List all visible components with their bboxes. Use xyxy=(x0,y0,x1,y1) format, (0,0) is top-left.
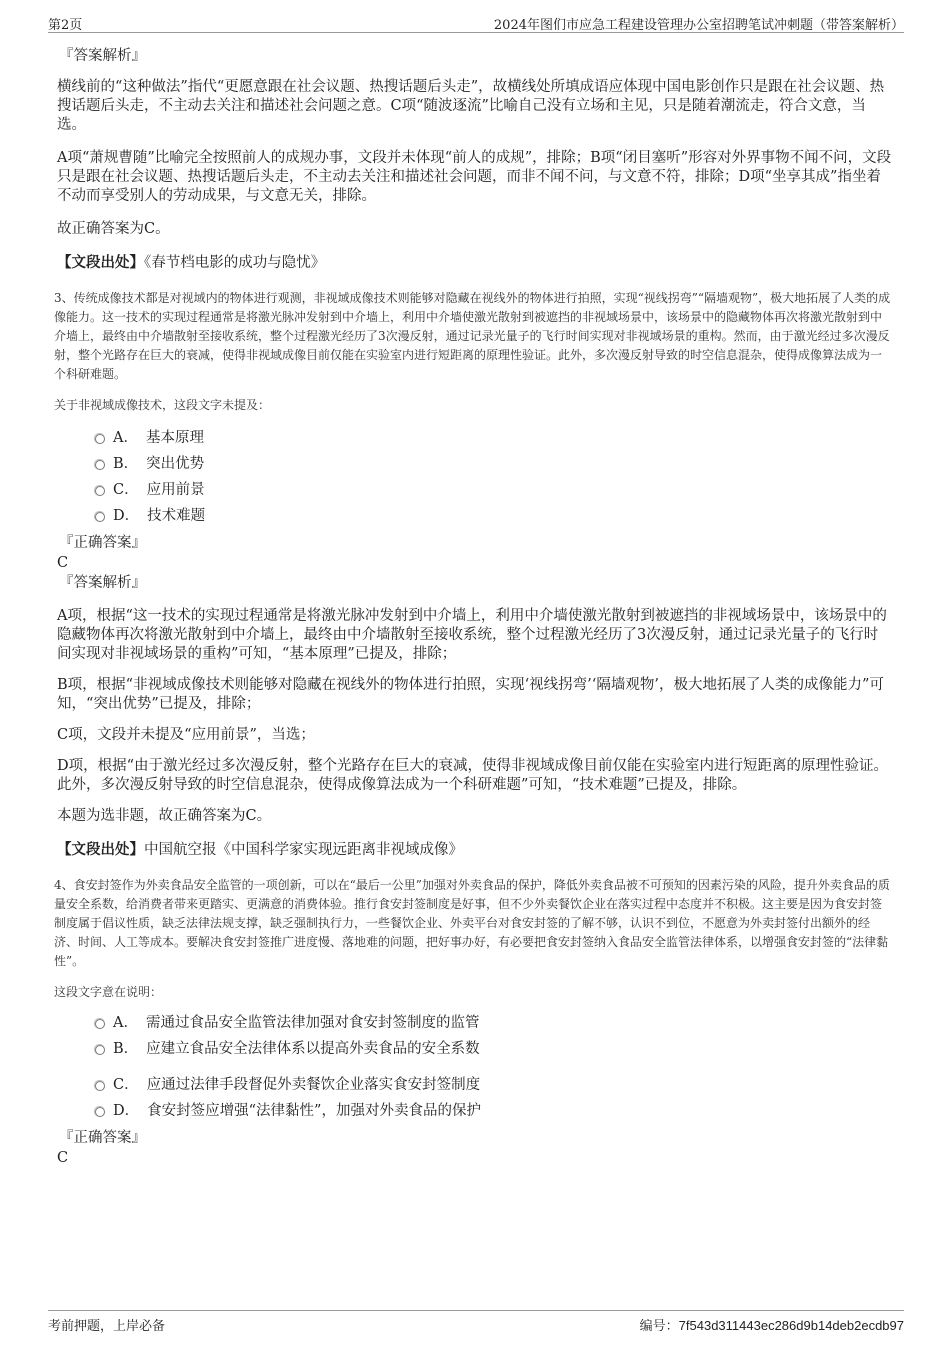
q4-option-d[interactable]: D． 食安封签应增强“法律黏性”，加强对外卖食品的保护 xyxy=(95,1098,892,1124)
q3-conclusion: 本题为选非题，故正确答案为C。 xyxy=(57,808,272,824)
q3-option-a[interactable]: A． 基本原理 xyxy=(95,425,892,451)
q3-option-b[interactable]: B． 突出优势 xyxy=(95,451,892,477)
q3-answer: C xyxy=(57,555,69,571)
q4-answer-tag: 『正确答案』 xyxy=(59,1130,146,1146)
q2-source xyxy=(57,253,892,273)
radio-icon[interactable] xyxy=(95,1019,105,1029)
q4-answer: C xyxy=(57,1150,69,1166)
page-content xyxy=(54,38,892,1168)
document-code-label: 编号： xyxy=(639,1319,679,1334)
q3-source-text: 中国航空报《中国科学家实现远距离非视域成像》 xyxy=(144,842,463,858)
radio-icon[interactable] xyxy=(95,1045,105,1055)
document-code xyxy=(640,1315,904,1334)
q3-options xyxy=(95,425,892,529)
q3-option-c[interactable]: C． 应用前景 xyxy=(95,477,892,503)
q3-question: 关于非视域成像技术，这段文字未提及： xyxy=(54,398,271,412)
q2-analysis-para2: A项“萧规曹随”比喻完全按照前人的成规办事，文段并未体现“前人的成规”，排除；B项“闭目塞听”形容对外界事物不闻不问，文段只是跟在社会议题、热搜话题后头走，不主动去关注和描述社会问题，而非不闻不问，与文意不符，排除；D项“坐享其成”指坐着不动而享受别人的劳动成果，与文意无关，排除。 xyxy=(57,150,892,204)
q2-conclusion: 故正确答案为C。 xyxy=(57,221,170,237)
page-footer xyxy=(48,1310,904,1333)
q3-option-d[interactable]: D． 技术难题 xyxy=(95,503,892,529)
page-header xyxy=(48,10,904,33)
radio-icon[interactable] xyxy=(95,486,105,496)
q3-source xyxy=(57,840,892,860)
q3-analysis-c: C项，文段并未提及“应用前景”，当选； xyxy=(57,727,315,743)
q2-source-label: 【文段出处】 xyxy=(57,254,144,271)
radio-icon[interactable] xyxy=(95,434,105,444)
q4-option-c[interactable]: C． 应通过法律手段督促外卖餐饮企业落实食安封签制度 xyxy=(95,1072,892,1098)
document-code-value: 7f543d311443ec286d9b14deb2ecdb97 xyxy=(678,1318,904,1333)
footer-slogan: 考前押题，上岸必备 xyxy=(48,1319,166,1334)
q4-option-a[interactable]: A． 需通过食品安全监管法律加强对食安封签制度的监管 xyxy=(95,1010,892,1036)
q3-source-label: 【文段出处】 xyxy=(57,841,144,858)
q4-question: 这段文字意在说明： xyxy=(54,985,163,999)
q3-answer-tag: 『正确答案』 xyxy=(59,535,146,551)
q2-analysis-tag: 『答案解析』 xyxy=(59,48,146,64)
q3-analysis-tag: 『答案解析』 xyxy=(59,575,146,591)
radio-icon[interactable] xyxy=(95,1107,105,1117)
page-number: 第2页 xyxy=(48,18,83,33)
q2-analysis-para1: 横线前的“这种做法”指代“更愿意跟在社会议题、热搜话题后头走”，故横线处所填成语应体现中国电影创作只是跟在社会议题、热搜话题后头走，不主动去关注和描述社会问题之意。C项“随波逐流”比喻自己没有立场和主见，只是随着潮流走，符合文意，当选。 xyxy=(57,79,885,133)
q3-analysis-a: A项，根据“这一技术的实现过程通常是将激光脉冲发射到中介墙上，利用中介墙使激光散射到被遮挡的非视域场景中，该场景中的隐藏物体再次将激光散射到中介墙上，最终由中介墙散射至接收系统，整个过程激光经历了3次漫反射，通过记录光量子的飞行时间实现对非视域场景的重构”可知，“基本原理”已提及，排除； xyxy=(57,608,887,662)
q3-analysis-b: B项，根据“非视域成像技术则能够对隐藏在视线外的物体进行拍照，实现‘视线拐弯’‘隔墙观物’，极大地拓展了人类的成像能力”可知，“突出优势”已提及，排除； xyxy=(57,677,884,712)
q3-analysis-d: D项，根据“由于激光经过多次漫反射，整个光路存在巨大的衰减，使得非视域成像目前仅能在实验室内进行短距离的原理性验证。此外，多次漫反射导致的时空信息混杂，使得成像算法成为一个科研难题”可知，“技术难题”已提及，排除。 xyxy=(57,758,889,793)
q2-source-text: 《春节档电影的成功与隐忧》 xyxy=(144,255,326,271)
q3-stem: 3、传统成像技术都是对视域内的物体进行观测，非视域成像技术则能够对隐藏在视线外的物体进行拍照，实现“视线拐弯”“隔墙观物”，极大地拓展了人类的成像能力。这一技术的实现过程通常是将激光脉冲发射到中介墙上，利用中介墙使激光散射到被遮挡的非视域场景中，该场景中的隐藏物体再次将激光散射到中介墙上，最终由中介墙散射至接收系统，整个过程激光经历了3次漫反射，通过记录光量子的飞行时间实现对非视域场景的重构。然而，由于激光经过多次漫反射，整个光路存在巨大的衰减，使得非视域成像目前仅能在实验室内进行短距离的原理性验证。此外，多次漫反射导致的时空信息混杂，使得成像算法成为一个科研难题。 xyxy=(54,291,891,381)
radio-icon[interactable] xyxy=(95,1081,105,1091)
q4-options xyxy=(95,1010,892,1124)
radio-icon[interactable] xyxy=(95,460,105,470)
radio-icon[interactable] xyxy=(95,512,105,522)
q4-stem: 4、食安封签作为外卖食品安全监管的一项创新，可以在“最后一公里”加强对外卖食品的保护，降低外卖食品被不可预知的因素污染的风险，提升外卖食品的质量安全系数，给消费者带来更踏实、更满意的消费体验。推行食安封签制度是好事，但不少外卖餐饮企业在落实过程中态度并不积极。这主要是因为食安封签制度属于倡议性质，缺乏法律法规支撑，缺乏强制执行力，一些餐饮企业、外卖平台对食安封签的了解不够，认识不到位，不愿意为外卖封签付出额外的经济、时间、人工等成本。要解决食安封签推广进度慢、落地难的问题，把好事办好，有必要把食安封签纳入食品安全监管法律体系，以增强食安封签的“法律黏性”。 xyxy=(54,878,890,968)
document-title: 2024年图们市应急工程建设管理办公室招聘笔试冲刺题（带答案解析） xyxy=(493,18,904,33)
q4-option-b[interactable]: B． 应建立食品安全法律体系以提高外卖食品的安全系数 xyxy=(95,1036,892,1062)
